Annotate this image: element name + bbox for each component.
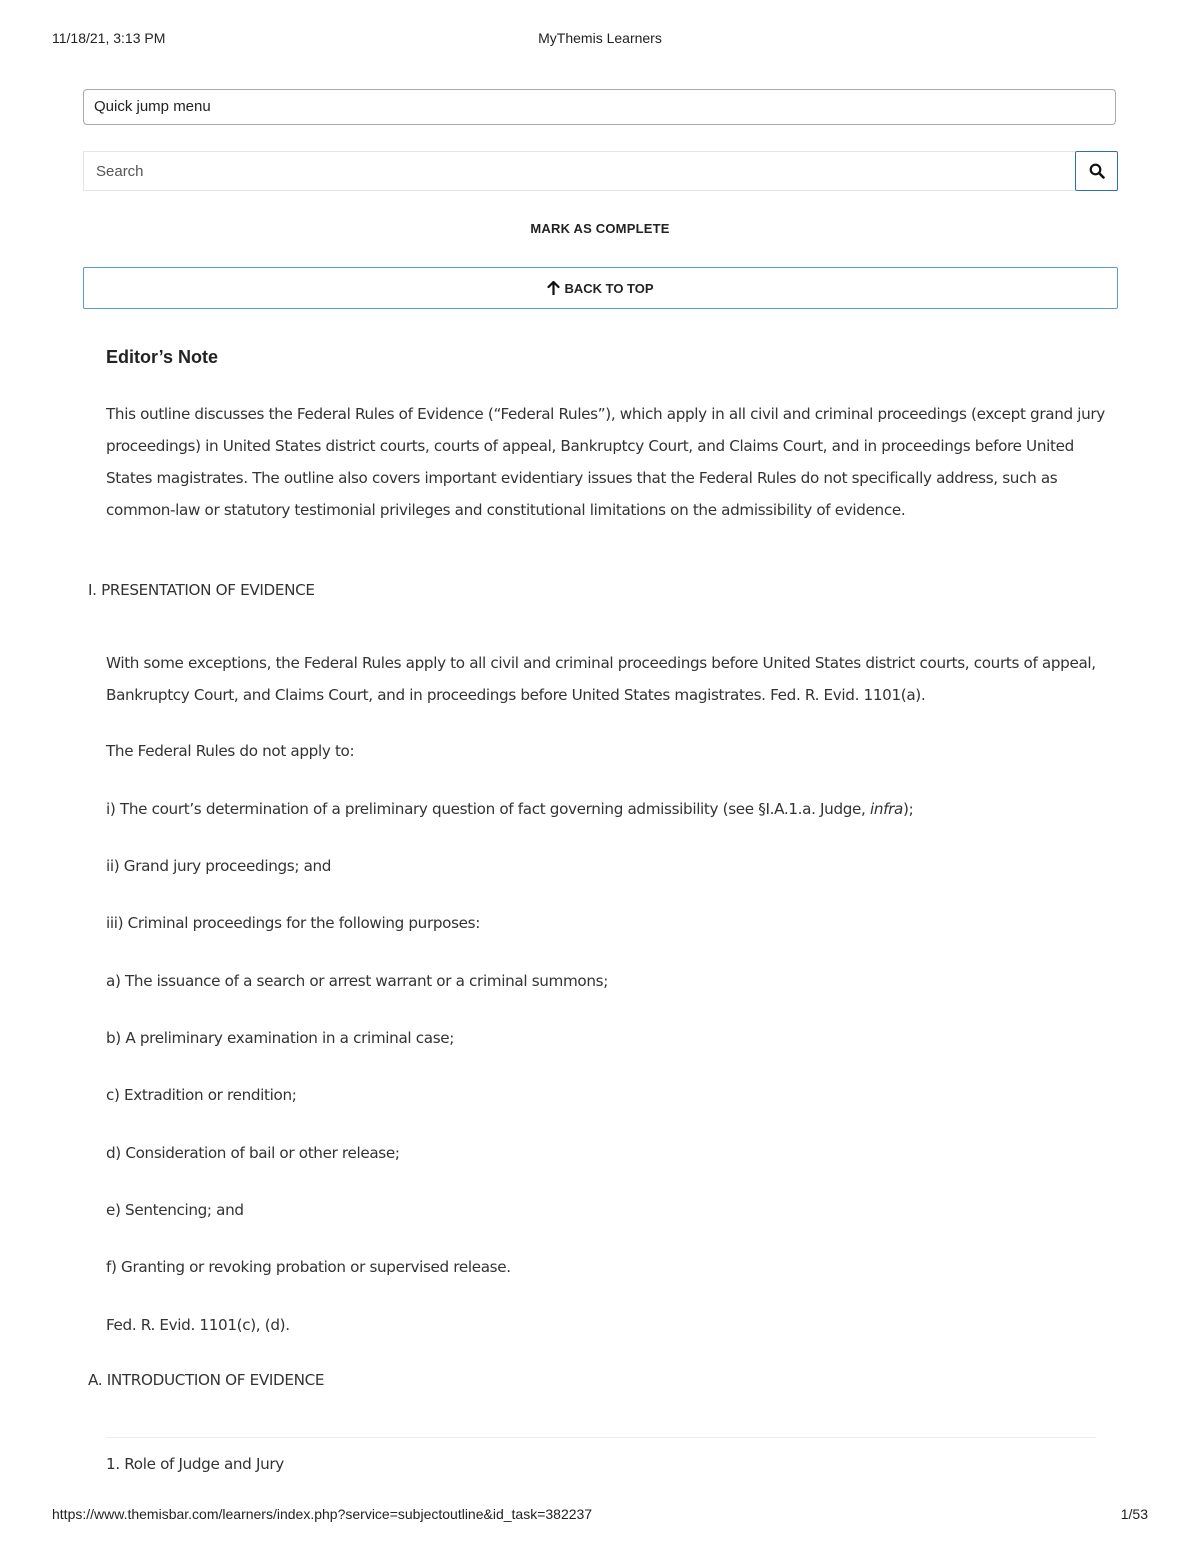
print-datetime: 11/18/21, 3:13 PM: [52, 30, 166, 46]
citation-text: Fed. R. Evid. 1101(c), (d).: [106, 1316, 290, 1334]
back-to-top-label: BACK TO TOP: [564, 280, 654, 296]
list-item-d: d) Consideration of bail or other release;: [106, 1144, 400, 1162]
search-bar: [83, 151, 1118, 191]
print-page-number: 1/53: [1120, 1506, 1148, 1522]
subsection-heading-introduction: A. INTRODUCTION OF EVIDENCE: [88, 1371, 325, 1389]
list-item-b: b) A preliminary examination in a criminal case;: [106, 1029, 455, 1047]
print-url: https://www.themisbar.com/learners/index.php?service=subjectoutline&id_task=382237: [52, 1506, 593, 1522]
mark-as-complete-button[interactable]: MARK AS COMPLETE: [530, 221, 670, 236]
list-item-iii: iii) Criminal proceedings for the following purposes:: [106, 914, 480, 932]
quick-jump-select[interactable]: [83, 89, 1116, 125]
search-input[interactable]: [83, 151, 1075, 191]
list-item-i-infra: infra: [870, 800, 903, 818]
list-item-f: f) Granting or revoking probation or supervised release.: [106, 1258, 511, 1276]
back-to-top-button[interactable]: [83, 267, 1118, 309]
arrow-up-icon: [547, 281, 560, 295]
list-item-i: [106, 800, 913, 818]
quick-jump-label: Quick jump menu: [94, 98, 211, 115]
subsection-role-of-judge-and-jury[interactable]: 1. Role of Judge and Jury: [106, 1455, 284, 1473]
list-item-i-prefix: i) The court’s determination of a preliminary question of fact governing admissibility (see §I.A.1.a. Judge,: [106, 800, 870, 818]
list-item-e: e) Sentencing; and: [106, 1201, 244, 1219]
search-icon: [1089, 163, 1105, 179]
divider: [106, 1437, 1096, 1438]
not-apply-text: The Federal Rules do not apply to:: [106, 742, 355, 760]
list-item-ii: ii) Grand jury proceedings; and: [106, 857, 332, 875]
search-button[interactable]: [1075, 151, 1118, 191]
editor-note-body: This outline discusses the Federal Rules of Evidence (“Federal Rules”), which apply in all civil and criminal proceedings (except grand jury proceedings) in United States district courts, courts of appeal, Bankruptcy Court, and Claims Court, and in proceedings before United States magistrates. The outline also covers important evidentiary issues that the Federal Rules do not specifically address, such as common-law or statutory testimonial privileges and constitutional limitations on the admissibility of evidence.: [106, 405, 1105, 519]
editor-note-heading: Editor’s Note: [106, 347, 219, 367]
print-site-title: MyThemis Learners: [538, 30, 662, 46]
list-item-a: a) The issuance of a search or arrest warrant or a criminal summons;: [106, 972, 608, 990]
list-item-c: c) Extradition or rendition;: [106, 1086, 297, 1104]
section-intro: With some exceptions, the Federal Rules apply to all civil and criminal proceedings before United States district courts, courts of appeal, Bankruptcy Court, and Claims Court, and in proceedings before United States magistrates. Fed. R. Evid. 1101(a).: [106, 654, 1096, 704]
list-item-i-suffix: );: [903, 800, 914, 818]
section-heading-presentation: I. PRESENTATION OF EVIDENCE: [88, 581, 315, 599]
